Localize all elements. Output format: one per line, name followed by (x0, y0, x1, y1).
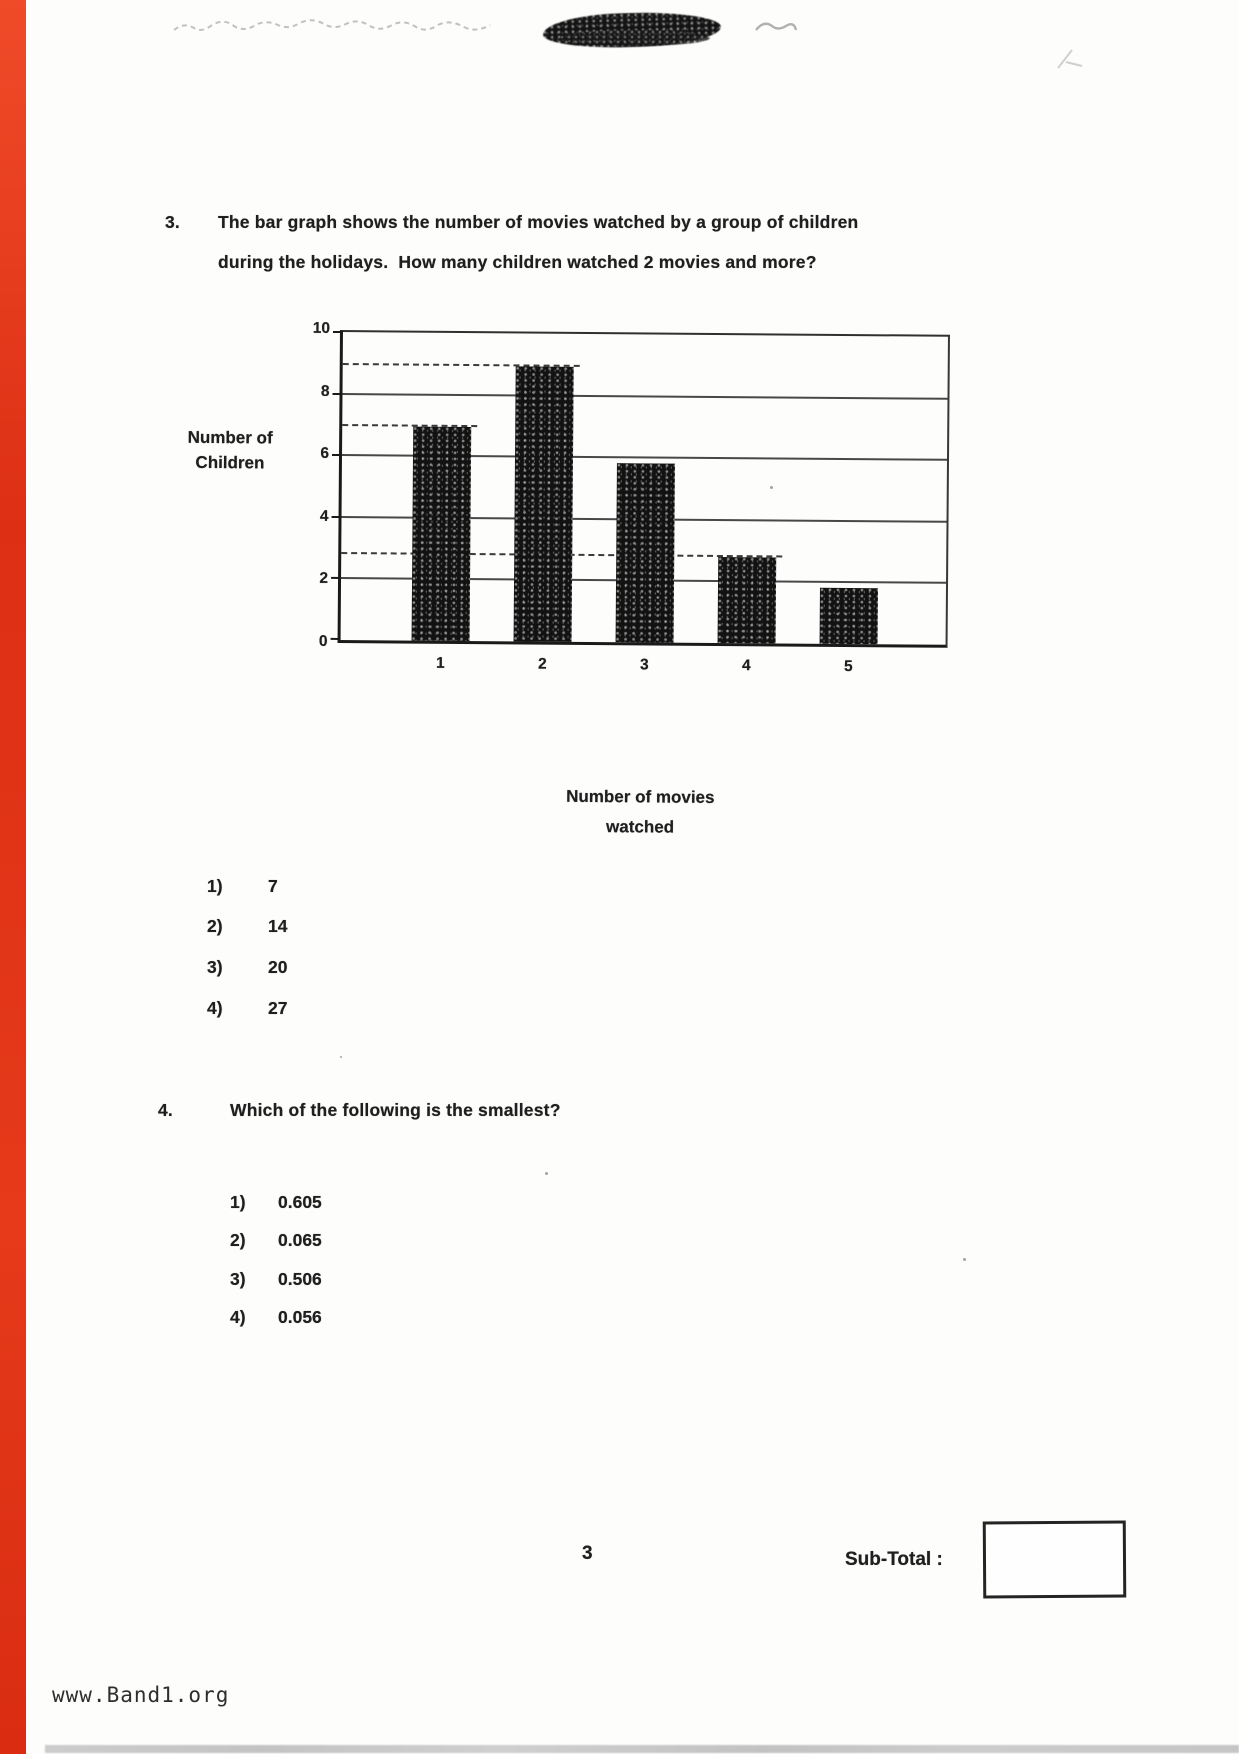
y-tick-mark-4 (332, 516, 342, 518)
y-tick-label-2: 2 (319, 570, 329, 588)
question-3-text-line2: during the holidays. How many children watched 2 movies and more? (218, 252, 817, 272)
option-value: 7 (268, 876, 278, 896)
bottom-scan-band (45, 1745, 1239, 1753)
question-4-number: 4. (158, 1100, 173, 1120)
y-axis-title: Number of Children (187, 427, 273, 473)
website-url: www.Band1.org (52, 1683, 230, 1707)
page-number: 3 (582, 1543, 593, 1564)
option-value: 0.065 (278, 1230, 322, 1250)
bar-category-2 (514, 366, 574, 642)
bar-category-5 (820, 588, 878, 644)
x-tick-label-5: 5 (843, 657, 853, 676)
question-3-number: 3. (165, 212, 180, 232)
question-3-text-line1: The bar graph shows the number of movies watched by a group of children (218, 212, 859, 232)
x-tick-label-1: 1 (436, 654, 445, 672)
option-label: 4) (230, 1307, 246, 1327)
y-tick-label-6: 6 (320, 445, 330, 463)
option-label: 3) (207, 957, 223, 977)
option-value: 0.056 (278, 1307, 322, 1327)
y-tick-label-10: 10 (312, 319, 331, 337)
gridline-8 (342, 393, 947, 400)
option-label: 2) (230, 1230, 246, 1250)
bar-category-1 (412, 427, 472, 641)
subtotal-box (983, 1521, 1127, 1599)
option-value: 20 (268, 957, 288, 977)
x-axis-title: Number of movies watched (566, 786, 715, 837)
option-label: 1) (207, 876, 223, 896)
option-label: 3) (230, 1269, 246, 1289)
subtotal-label: Sub-Total : (845, 1549, 943, 1570)
option-label: 1) (230, 1192, 246, 1212)
question-4-text: Which of the following is the smallest? (230, 1100, 561, 1120)
y-tick-label-0: 0 (318, 632, 328, 650)
y-tick-mark-8 (332, 393, 342, 395)
option-label: 4) (207, 998, 223, 1018)
y-tick-mark-2 (331, 577, 341, 579)
bar-category-4 (718, 557, 777, 644)
option-label: 2) (207, 916, 223, 936)
chart-plot-area (338, 330, 950, 648)
x-tick-label-4: 4 (741, 657, 751, 675)
y-tick-label-4: 4 (319, 507, 329, 525)
option-value: 14 (268, 916, 288, 936)
bar-category-3 (616, 463, 675, 642)
y-tick-mark-6 (332, 454, 342, 456)
y-tick-label-8: 8 (320, 382, 330, 400)
y-tick-mark-10 (333, 331, 343, 333)
option-value: 0.506 (278, 1269, 322, 1289)
x-tick-label-3: 3 (640, 656, 649, 674)
y-tick-mark-0 (331, 638, 341, 640)
option-value: 27 (268, 998, 288, 1018)
x-tick-label-2: 2 (538, 655, 547, 673)
option-value: 0.605 (278, 1192, 322, 1212)
